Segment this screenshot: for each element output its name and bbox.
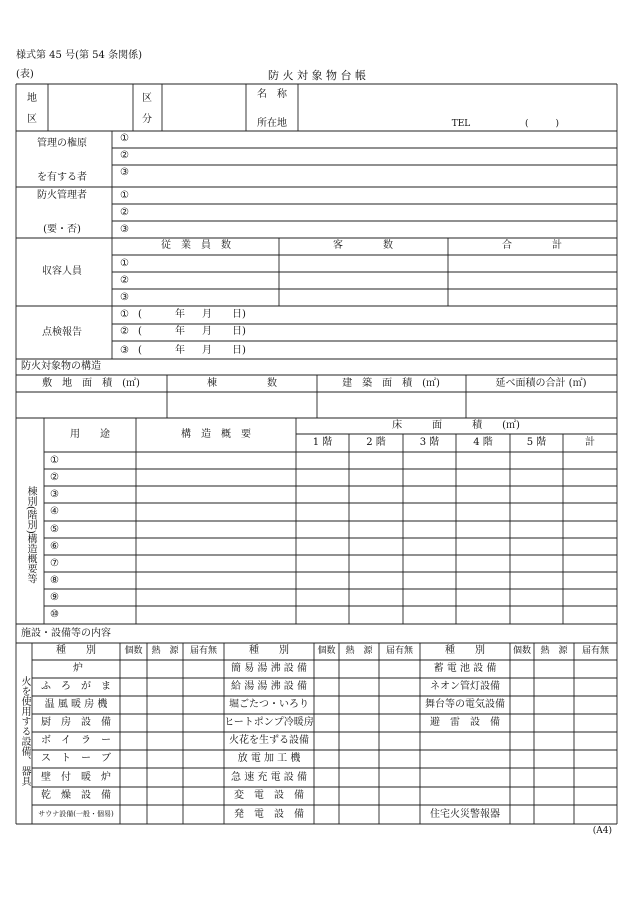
employee-count-field[interactable] — [131, 256, 277, 272]
floor-header: 3 階 — [419, 437, 440, 448]
structure-summary-field[interactable] — [137, 453, 295, 468]
total-field[interactable] — [449, 290, 616, 306]
equipment-kind: ふ ろ が ま — [41, 681, 111, 692]
row-number: ③ — [120, 167, 129, 178]
equipment-entry-field[interactable] — [121, 733, 223, 749]
floor-header: 2 階 — [366, 437, 386, 448]
row-number: ⑥ — [50, 540, 59, 552]
equipment-kind: 火花を生ずる設備 — [229, 735, 309, 746]
equipment-kind: 急 速 充 電 設 備 — [231, 771, 307, 783]
guest-count-header: 客 数 — [333, 240, 393, 251]
floor-area-field[interactable] — [297, 590, 616, 605]
floor-area-field[interactable] — [297, 470, 616, 485]
management-owner-field[interactable] — [131, 146, 615, 162]
inspection-date-field[interactable] — [146, 324, 226, 340]
total-header: 合 計 — [502, 240, 562, 251]
equipment-entry-field[interactable] — [511, 769, 616, 786]
equipment-entry-field[interactable] — [315, 751, 419, 767]
management-owner-label: 管理の権原 — [37, 138, 87, 149]
floor-area-field[interactable] — [297, 453, 616, 468]
management-owner-field[interactable] — [131, 129, 615, 145]
row-number: ① — [50, 454, 59, 466]
management-owner-field[interactable] — [131, 163, 615, 179]
fire-manager-label: 防火管理者 — [37, 190, 87, 201]
equipment-entry-field[interactable] — [121, 788, 223, 804]
row-number: ① — [120, 309, 129, 320]
district-label: 地 — [27, 93, 37, 104]
row-number: ② — [120, 326, 129, 337]
equipment-entry-field[interactable] — [121, 715, 223, 731]
guest-count-field[interactable] — [281, 273, 447, 289]
structure-summary-field[interactable] — [137, 590, 295, 605]
heat-source-header: 熱 源 — [540, 645, 568, 656]
total-field[interactable] — [449, 256, 616, 272]
floor-area-field[interactable] — [297, 573, 616, 588]
date-paren: ( — [138, 309, 142, 320]
tel-label: TEL — [451, 118, 471, 129]
equipment-entry-field[interactable] — [315, 769, 419, 786]
structure-summary-field[interactable] — [137, 607, 295, 623]
equipment-kind: 舞台等の電気設備 — [425, 699, 505, 710]
equipment-entry-field[interactable] — [315, 661, 419, 677]
category-field[interactable] — [163, 85, 245, 130]
equipment-entry-field[interactable] — [511, 679, 616, 695]
floor-area-header: 床 面 積 (㎡) — [392, 420, 520, 431]
day-label: 日) — [232, 309, 246, 320]
kind-header: 種 別 — [56, 645, 96, 656]
year-label: 年 — [175, 326, 185, 337]
equipment-entry-field[interactable] — [511, 806, 616, 823]
address-label: 所在地 — [257, 118, 287, 129]
equipment-entry-field[interactable] — [121, 679, 223, 695]
building-side-label: 棟別(階別)構造概要等 — [25, 486, 36, 584]
equipment-kind: 発 電 設 備 — [234, 808, 304, 820]
equipment-kind: 変 電 設 備 — [234, 790, 304, 801]
equipment-kind: 蓄 電 池 設 備 — [433, 663, 497, 674]
equipment-kind: サウナ設備(一般・個易) — [38, 810, 114, 818]
structure-section-title: 防火対象物の構造 — [21, 361, 101, 372]
equipment-entry-field[interactable] — [121, 769, 223, 786]
row-number: ② — [120, 150, 129, 161]
row-number: ① — [120, 258, 129, 269]
district-field[interactable] — [49, 85, 132, 130]
equipment-entry-field[interactable] — [121, 697, 223, 713]
equipment-entry-field[interactable] — [315, 679, 419, 695]
equipment-kind: 簡 易 湯 沸 設 備 — [231, 663, 307, 674]
floor-header: 1 階 — [312, 437, 333, 448]
floor-area-field[interactable] — [297, 556, 616, 571]
equipment-kind: 放 電 加 工 機 — [237, 753, 301, 764]
employee-count-field[interactable] — [131, 290, 277, 306]
month-label: 月 — [202, 309, 212, 320]
fire-manager-label: (要・否) — [43, 224, 81, 235]
equipment-entry-field[interactable] — [511, 661, 616, 677]
count-header: 個数 — [317, 645, 336, 656]
report-header: 届有無 — [189, 645, 218, 656]
total-floor-area-field[interactable] — [467, 393, 616, 417]
row-number: ③ — [50, 488, 59, 500]
row-number: ⑨ — [50, 591, 59, 603]
row-number: ③ — [120, 292, 129, 303]
name-field[interactable] — [299, 85, 616, 107]
structure-summary-field[interactable] — [137, 487, 295, 502]
equipment-kind: 炉 — [73, 663, 83, 674]
year-label: 年 — [175, 345, 185, 356]
building-area-field[interactable] — [318, 393, 465, 417]
floor-area-field[interactable] — [297, 487, 616, 502]
equipment-entry-field[interactable] — [511, 715, 616, 731]
inspection-date-field[interactable] — [146, 307, 226, 323]
equipment-entry-field[interactable] — [511, 697, 616, 713]
equipment-kind: ヒートポンプ冷暖房 — [224, 717, 314, 728]
row-number: ⑦ — [50, 557, 59, 569]
equipment-entry-field[interactable] — [511, 788, 616, 804]
row-number: ③ — [120, 224, 129, 235]
name-label: 名 称 — [257, 89, 287, 100]
equipment-entry-field[interactable] — [315, 733, 419, 749]
employee-count-field[interactable] — [131, 273, 277, 289]
building-count-field[interactable] — [168, 393, 316, 417]
side-label: (表) — [16, 69, 34, 80]
site-area-header: 敷 地 面 積 (㎡) — [42, 378, 140, 389]
facilities-section-title: 施設・設備等の内容 — [21, 628, 111, 639]
site-area-field[interactable] — [17, 393, 166, 417]
equipment-entry-field[interactable] — [315, 788, 419, 804]
total-floor-area-header: 延べ面積の合計 (㎡) — [495, 378, 587, 389]
total-field[interactable] — [449, 273, 616, 289]
category-label: 区 — [142, 93, 152, 104]
guest-count-field[interactable] — [281, 256, 447, 272]
facilities-side-label: 火を使用する設備、器具 — [19, 676, 30, 786]
use-header: 用 途 — [70, 429, 110, 440]
structure-summary-field[interactable] — [137, 556, 295, 571]
row-number: ④ — [50, 506, 59, 517]
structure-summary-field[interactable] — [137, 573, 295, 588]
category-label: 分 — [142, 114, 152, 125]
equipment-kind: 避 雷 設 備 — [430, 717, 500, 728]
floor-area-field[interactable] — [297, 504, 616, 520]
report-header: 届有無 — [581, 645, 610, 656]
equipment-kind: 堀ごたつ・いろり — [229, 699, 309, 710]
report-header: 届有無 — [385, 645, 414, 656]
guest-count-field[interactable] — [281, 290, 447, 306]
equipment-kind: 住宅火災警報器 — [430, 808, 500, 820]
structure-summary-field[interactable] — [137, 470, 295, 485]
floor-header: 5 階 — [526, 437, 547, 448]
year-label: 年 — [175, 309, 185, 320]
heat-source-header: 熱 源 — [151, 645, 179, 656]
tel-parens: ( ) — [524, 118, 560, 129]
row-number: ① — [120, 190, 129, 201]
count-header: 個数 — [512, 645, 532, 656]
floor-area-field[interactable] — [297, 539, 616, 554]
equipment-entry-field[interactable] — [121, 661, 223, 677]
equipment-entry-field[interactable] — [511, 733, 616, 749]
date-paren: ( — [138, 326, 142, 337]
kind-header: 種 別 — [445, 645, 485, 656]
page-title: 防 火 対 象 物 台 帳 — [268, 68, 366, 82]
district-label: 区 — [27, 114, 37, 125]
structure-summary-field[interactable] — [137, 522, 295, 537]
fire-manager-field[interactable] — [131, 188, 615, 204]
building-count-header: 棟 数 — [207, 378, 277, 389]
address-field[interactable] — [299, 108, 449, 130]
equipment-kind: ス ト ー ブ — [41, 753, 111, 764]
structure-summary-header: 構 造 概 要 — [181, 429, 251, 440]
equipment-kind: ネオン管灯設備 — [430, 681, 500, 692]
floor-area-field[interactable] — [297, 522, 616, 537]
count-header: 個数 — [124, 645, 143, 656]
month-label: 月 — [202, 326, 212, 337]
row-number: ② — [120, 207, 129, 218]
equipment-kind: 壁 付 暖 炉 — [41, 771, 111, 783]
form-number: 様式第 45 号(第 54 条関係) — [16, 50, 142, 61]
row-number: ⑩ — [50, 609, 59, 620]
equipment-entry-field[interactable] — [315, 715, 419, 731]
month-label: 月 — [202, 345, 212, 356]
equipment-kind: 厨 房 設 備 — [41, 717, 111, 728]
day-label: 日) — [232, 326, 246, 337]
heat-source-header: 熱 源 — [345, 645, 373, 656]
fire-manager-field[interactable] — [131, 205, 615, 221]
equipment-entry-field[interactable] — [315, 697, 419, 713]
inspection-date-field[interactable] — [146, 343, 226, 359]
row-number: ② — [120, 275, 129, 286]
equipment-entry-field[interactable] — [121, 751, 223, 767]
equipment-kind: 給 湯 湯 沸 設 備 — [231, 681, 307, 692]
equipment-kind: 温 風 暖 房 機 — [44, 699, 108, 710]
kind-header: 種 別 — [249, 645, 289, 656]
building-area-header: 建 築 面 積 (㎡) — [342, 378, 440, 389]
row-number: ③ — [120, 345, 129, 356]
capacity-label: 収容人員 — [42, 266, 82, 277]
equipment-kind: ボ イ ラ ー — [41, 735, 111, 746]
floor-header: 4 階 — [473, 437, 493, 448]
employee-count-header: 従 業 員 数 — [161, 240, 231, 251]
floor-header: 計 — [585, 437, 595, 448]
paper-size-label: (A4) — [592, 825, 612, 836]
row-number: ⑤ — [50, 523, 59, 535]
fire-manager-field[interactable] — [131, 222, 615, 238]
equipment-entry-field[interactable] — [315, 806, 419, 823]
row-number: ⑧ — [50, 574, 59, 586]
equipment-kind: 乾 燥 設 備 — [41, 790, 111, 801]
management-owner-label: を有する者 — [37, 172, 87, 183]
structure-summary-field[interactable] — [137, 539, 295, 554]
inspection-report-label: 点検報告 — [42, 327, 82, 338]
equipment-entry-field[interactable] — [121, 806, 223, 823]
structure-summary-field[interactable] — [137, 504, 295, 520]
floor-area-field[interactable] — [297, 607, 616, 623]
row-number: ② — [50, 471, 59, 483]
date-paren: ( — [138, 345, 142, 356]
day-label: 日) — [232, 345, 246, 356]
equipment-entry-field[interactable] — [511, 751, 616, 767]
row-number: ① — [120, 133, 129, 144]
